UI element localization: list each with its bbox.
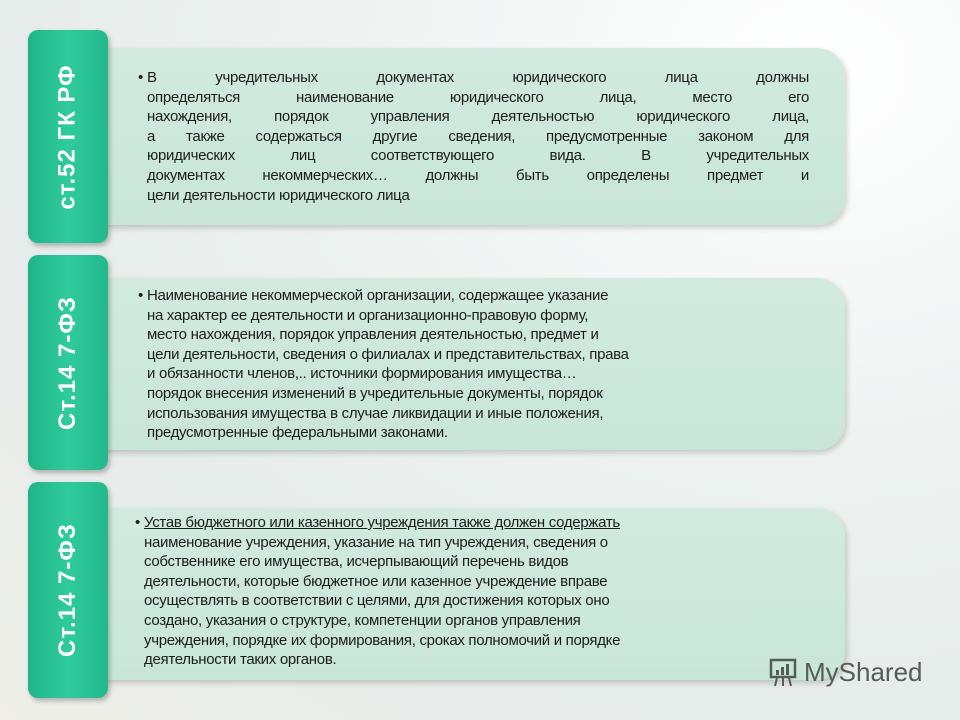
watermark-text: MyShared xyxy=(804,656,923,687)
text-line: нахождения, порядок управления деятельностью юридического лица, xyxy=(147,108,809,126)
text-line: определяться наименование юридического лица, место его xyxy=(147,88,809,106)
text-line: цели деятельности, сведения о филиалах и представительствах, права xyxy=(147,345,629,363)
bullet: • xyxy=(138,287,143,304)
content-box-1 xyxy=(100,48,845,225)
text-line: наименование учреждения, указание на тип учреждения, сведения о xyxy=(144,533,608,551)
bullet: • xyxy=(138,69,143,86)
text-line: Наименование некоммерческой организации, содержащее указание xyxy=(147,287,609,304)
text-line: осуществлять в соответствии с целями, для достижения которых оно xyxy=(144,592,610,610)
text-line: собственнике его имущества, исчерпывающий перечень видов xyxy=(144,553,569,571)
bullet: • xyxy=(135,514,140,531)
myshared-watermark xyxy=(768,656,923,688)
text-line: В учредительных документах юридического лица должны xyxy=(147,69,809,86)
content-box-3 xyxy=(100,508,845,680)
text-block-3 xyxy=(135,513,806,670)
text-line: деятельности, которые бюджетное или казенное учреждение вправе xyxy=(144,572,608,590)
text-line: деятельности таких органов. xyxy=(144,651,337,669)
text-line: место нахождения, порядок управления деятельностью, предмет и xyxy=(147,326,599,344)
text-line: на характер ее деятельности и организационно-правовую форму, xyxy=(147,306,589,324)
text-line: цели деятельности юридического лица xyxy=(147,186,410,204)
presentation-board-icon xyxy=(768,656,798,688)
text-line: юридических лиц соответствующего вида. В учредительных xyxy=(147,147,809,165)
text-line: и обязанности членов,.. источники формирования имущества… xyxy=(147,365,577,383)
text-line: а также содержаться другие сведения, предусмотренные законом для xyxy=(147,127,809,145)
tab-st14-7fz-2 xyxy=(28,482,108,698)
text-line: использования имущества в случае ликвидации и иные положения, xyxy=(147,404,604,422)
text-line: учреждения, порядке их формирования, сроках полномочий и порядке xyxy=(144,631,621,649)
tab-st52-gk-rf xyxy=(28,30,108,243)
text-line: предусмотренные федеральными законами. xyxy=(147,424,448,442)
text-block-2 xyxy=(138,286,809,443)
tab-label: Ст.14 7-ФЗ xyxy=(54,523,81,657)
tab-label: ст.52 ГК РФ xyxy=(54,63,81,210)
tab-st14-7fz xyxy=(28,255,108,470)
text-line: документах некоммерческих… должны быть определены предмет и xyxy=(147,166,809,184)
text-line: создано, указания о структуре, компетенции органов управления xyxy=(144,611,581,629)
tab-label: Ст.14 7-ФЗ xyxy=(54,295,81,430)
text-line-underlined: Устав бюджетного или казенного учреждения также должен содержать xyxy=(144,514,620,531)
text-block-1 xyxy=(138,68,809,205)
content-box-2 xyxy=(100,278,845,450)
text-line: порядок внесения изменений в учредительные документы, порядок xyxy=(147,384,603,402)
